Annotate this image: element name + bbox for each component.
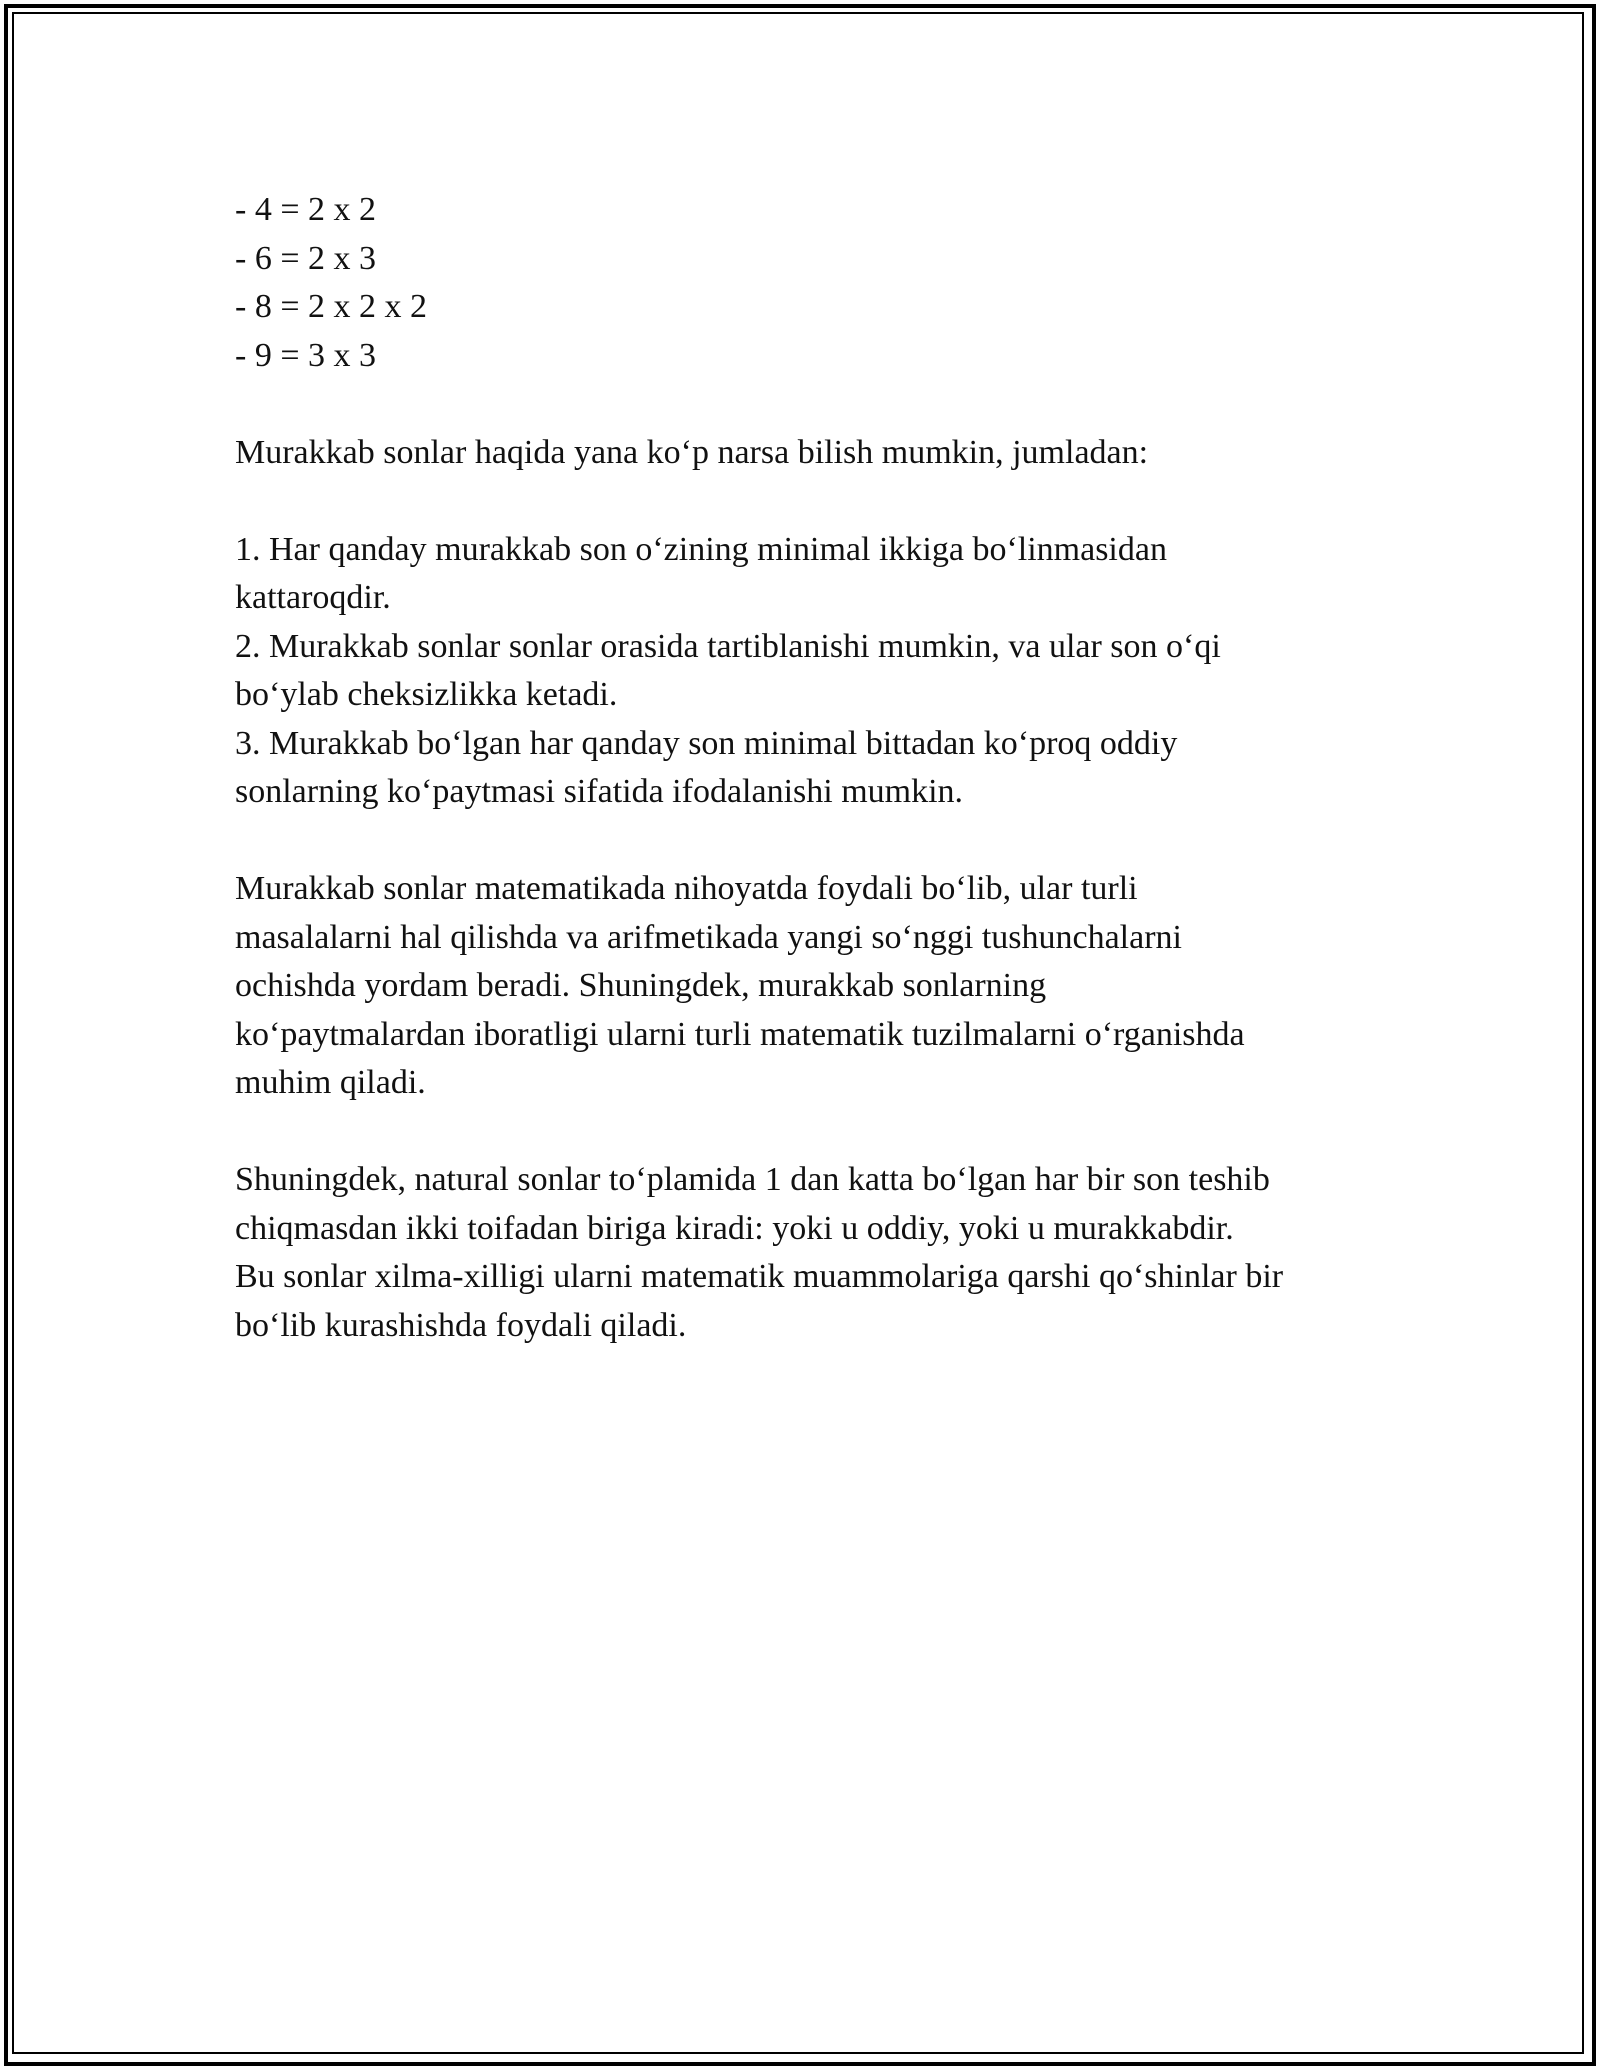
- numbered-item-line: kattaroqdir.: [235, 579, 391, 616]
- numbered-item-line: bo‘ylab cheksizlikka ketadi.: [235, 676, 618, 713]
- paragraph-line: chiqmasdan ikki toifadan biriga kiradi: yoki u oddiy, yoki u murakkabdir.: [235, 1209, 1234, 1247]
- factor-line: - 6 = 2 x 3: [235, 239, 376, 277]
- spacer: [235, 477, 1395, 526]
- paragraph-line: muhim qiladi.: [235, 1064, 426, 1101]
- document-body: [235, 186, 1395, 1350]
- spacer: [235, 380, 1395, 429]
- paragraph-line: Shuningdek, natural sonlar to‘plamida 1 dan katta bo‘lgan har bir son teshib: [235, 1161, 1270, 1198]
- factor-line: - 4 = 2 x 2: [235, 191, 376, 228]
- numbered-item-line: 3. Murakkab bo‘lgan har qanday son minimal bittadan ko‘proq oddiy: [235, 724, 1178, 762]
- paragraph-line: Bu sonlar xilma-xilligi ularni matematik muammolariga qarshi qo‘shinlar bir: [235, 1258, 1284, 1295]
- paragraph-classification: [235, 1156, 1395, 1350]
- paragraph-line: ochishda yordam beradi. Shuningdek, murakkab sonlarning: [235, 967, 1047, 1004]
- paragraph-line: masalalarni hal qilishda va arifmetikada yangi so‘nggi tushunchalarni: [235, 918, 1182, 956]
- paragraph-line: Murakkab sonlar matematikada nihoyatda foydali bo‘lib, ular turli: [235, 870, 1138, 907]
- numbered-item-line: 1. Har qanday murakkab son o‘zining minimal ikkiga bo‘linmasidan: [235, 530, 1167, 568]
- paragraph-line: ko‘paytmalardan iboratligi ularni turli matematik tuzilmalarni o‘rganishda: [235, 1015, 1245, 1053]
- factorization-list: [235, 186, 1395, 380]
- paragraph-line: bo‘lib kurashishda foydali qiladi.: [235, 1306, 687, 1344]
- numbered-item-line: 2. Murakkab sonlar sonlar orasida tartiblanishi mumkin, va ular son o‘qi: [235, 627, 1221, 665]
- paragraph-usefulness: [235, 865, 1395, 1108]
- numbered-list: [235, 526, 1395, 817]
- spacer: [235, 817, 1395, 866]
- spacer: [235, 1108, 1395, 1157]
- intro-paragraph: Murakkab sonlar haqida yana ko‘p narsa bilish mumkin, jumladan:: [235, 433, 1149, 471]
- factor-line: - 8 = 2 x 2 x 2: [235, 288, 427, 325]
- factor-line: - 9 = 3 x 3: [235, 336, 376, 374]
- numbered-item-line: sonlarning ko‘paytmasi sifatida ifodalanishi mumkin.: [235, 773, 964, 810]
